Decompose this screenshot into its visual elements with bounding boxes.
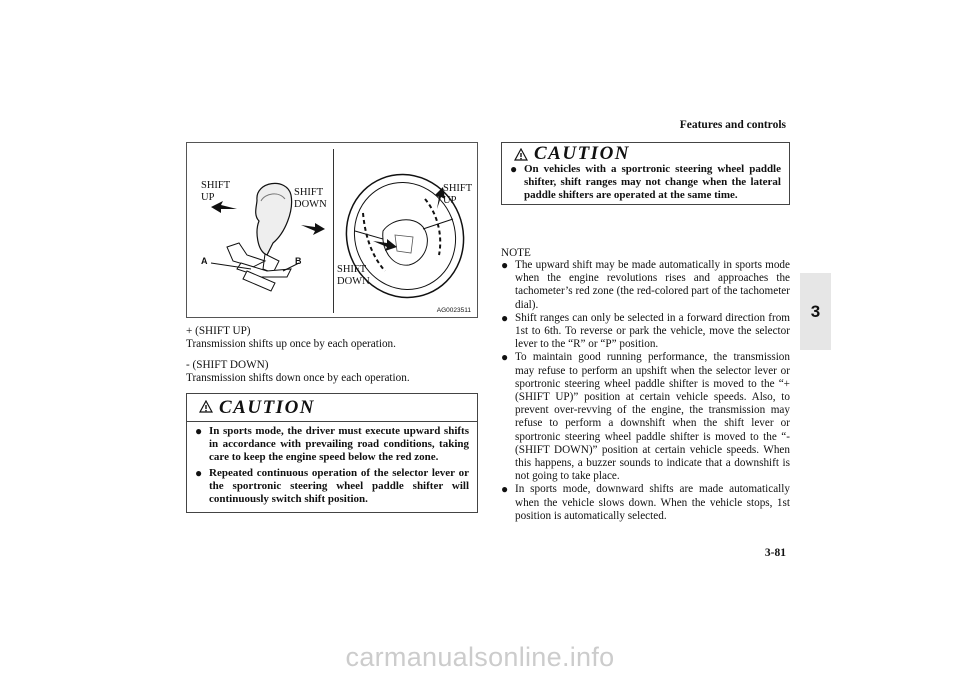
caution-header [187,394,477,422]
bullet-icon: ● [501,310,509,325]
bullet-icon: ● [510,162,518,176]
note-item: ● Shift ranges can only be selected in a forward direction from 1st to 6th. To reverse or park the vehicle, move the selector lever to the “R” or “P” position. [501,310,790,351]
bullet-icon: ● [195,466,203,480]
shift-down-title: - (SHIFT DOWN) [186,359,269,371]
shift-diagram [187,143,477,317]
bullet-icon: ● [501,258,509,272]
shift-illustration [186,142,478,318]
figure-code: AG0023511 [436,307,471,314]
page-number: 3-81 [764,547,786,559]
watermark: carmanualsonline.info [345,642,615,672]
shift-down-desc: Transmission shifts down once by each operation. [186,372,410,384]
note-title: NOTE [501,247,531,259]
caution-box-right [501,142,790,205]
bullet-icon: ● [195,424,203,438]
note-item: ● To maintain good running performance, the transmission may refuse to perform an upshift when the selector lever or sportronic steering wheel paddle shifter is moved to the “+ (SHIFT UP)” position at certain vehicle speeds. Also, to prevent over-revving of the engine, the transmission may refuse to perform a downshift when the shift lever or sportronic steering wheel paddle shifter is moved to the “- (SHIFT DOWN)” position at certain vehicle speeds. When this happens, a buzzer sounds to indicate that a downshift is not going to take place. [501,350,790,483]
note-list [501,259,790,523]
label-shift-down-lever: SHIFT DOWN [294,187,327,210]
section-header: Features and controls [679,119,786,131]
caution-title: CAUTION [534,143,631,164]
caution-header [502,143,789,163]
shift-up-title: + (SHIFT UP) [186,325,251,337]
caution-box-left [186,393,478,513]
label-shift-up-wheel: SHIFT UP [443,183,473,206]
note-item: ● In sports mode, downward shifts are made automatically when the vehicle slows down. When the vehicle stops, 1st position is automatically selected. [501,482,790,522]
bullet-icon: ● [501,350,509,365]
caution-item: ● On vehicles with a sportronic steering wheel paddle shifter, shift ranges may not change when the lateral paddle shifters are operated at the same time. [510,162,781,201]
caution-item: ● In sports mode, the driver must execute upward shifts in accordance with prevailing road conditions, taking care to keep the engine speed below the red zone. [195,424,469,463]
warning-triangle-icon [514,148,528,161]
caution-title: CAUTION [219,397,316,418]
caution-item: ● Repeated continuous operation of the selector lever or the sportronic steering wheel paddle shifter will continuously switch shift position. [195,466,469,505]
warning-triangle-icon [199,400,213,413]
label-a: A [201,256,208,266]
figure-divider [333,149,334,313]
note-item: ● The upward shift may be made automatically in sports mode when the engine revolutions rises and approaches the tachometer’s red zone (the red-colored part of the tachometer dial). [501,258,790,311]
bullet-icon: ● [501,482,509,497]
steering-wheel-drawing [328,157,477,315]
shift-up-desc: Transmission shifts up once by each operation. [186,338,396,350]
chapter-tab: 3 [800,273,831,350]
label-shift-down-wheel: SHIFT DOWN [337,264,370,287]
label-b: B [295,256,302,266]
label-shift-up-lever: SHIFT UP [201,180,231,203]
